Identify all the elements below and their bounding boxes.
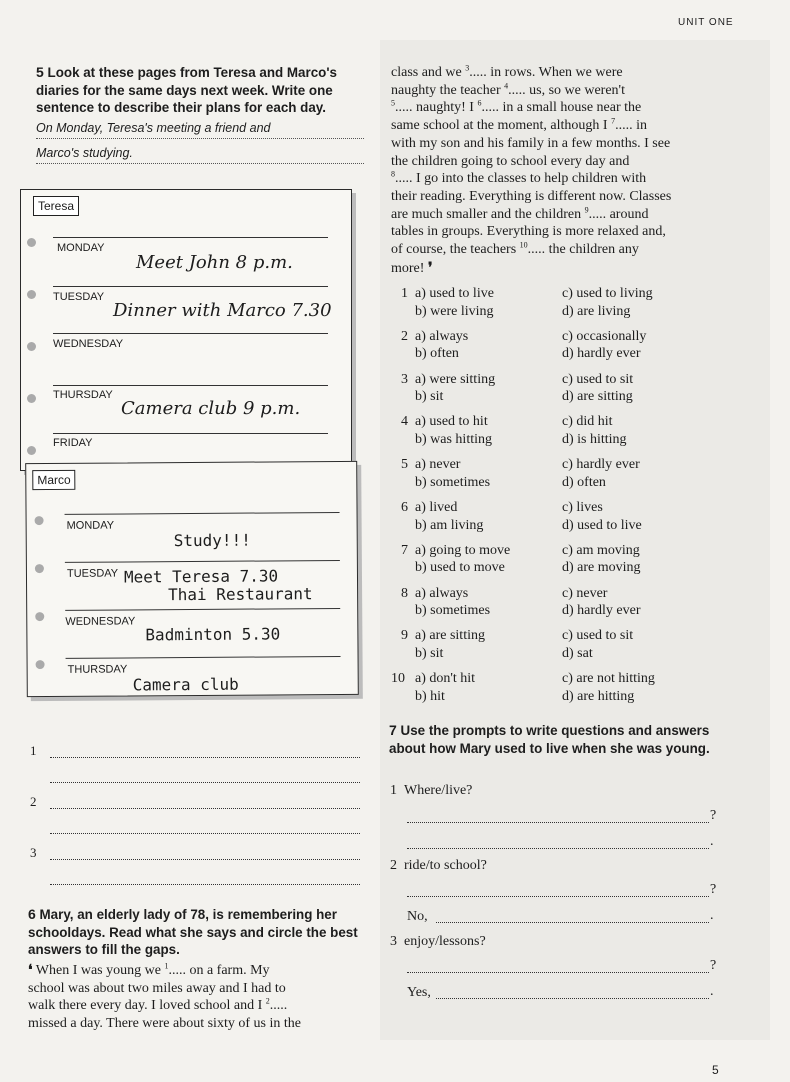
question-number: 3 — [401, 371, 408, 387]
exercise-7-instructions: Use the prompts to write questions and answers about how Mary used to live when she was young. — [389, 723, 710, 756]
teresa-thursday-entry: Camera club 9 p.m. — [121, 398, 301, 419]
binder-ring — [27, 394, 36, 403]
option-d[interactable]: d) are living — [562, 303, 631, 319]
binder-ring — [35, 516, 44, 525]
ex7-qmark: ? — [710, 958, 717, 973]
ex7-answer-line[interactable] — [407, 848, 709, 849]
ex7-period: . — [710, 908, 714, 923]
mary-text-left — [28, 961, 373, 1033]
diary-rule — [53, 237, 328, 238]
question-number: 8 — [401, 585, 408, 601]
diary-rule — [66, 656, 341, 659]
question-number: 1 — [401, 286, 408, 301]
option-d[interactable]: d) used to live — [562, 517, 642, 533]
unit-header: UNIT ONE — [678, 17, 734, 28]
option-a[interactable]: a) don't hit — [415, 671, 476, 687]
ex7-answer-start-3: Yes, — [407, 985, 431, 1000]
teresa-day-tuesday: TUESDAY — [53, 291, 105, 303]
option-a[interactable]: a) never — [415, 457, 461, 473]
option-c[interactable]: c) am moving — [562, 542, 640, 558]
diary-rule — [65, 512, 340, 515]
marco-day-wednesday: WEDNESDAY — [65, 615, 136, 628]
option-b[interactable]: b) was hitting — [415, 431, 492, 447]
exercise-5-instructions: Look at these pages from Teresa and Marco's diaries for the same days next week. Write one sentence to describe their plans for each day. — [36, 65, 337, 115]
question-number: 7 — [401, 542, 408, 558]
binder-ring — [27, 342, 36, 351]
mary-text-line: school was about two miles away and I had to — [28, 980, 286, 996]
option-a[interactable]: a) are sitting — [415, 628, 485, 644]
option-a[interactable]: a) always — [415, 585, 469, 601]
teresa-tuesday-entry: Dinner with Marco 7.30 — [113, 300, 332, 321]
exercise-6-number: 6 — [28, 906, 36, 922]
ex5-answer-line[interactable] — [50, 808, 360, 809]
ex7-answer-start-2: No, — [407, 909, 428, 924]
ex5-answer-line[interactable] — [50, 757, 360, 758]
option-c[interactable]: c) used to sit — [562, 371, 634, 387]
teresa-day-friday: FRIDAY — [53, 437, 93, 449]
ex5-answer-line[interactable] — [50, 833, 360, 834]
option-d[interactable]: d) are moving — [562, 560, 641, 576]
option-c[interactable]: c) used to sit — [562, 628, 634, 644]
option-b[interactable]: b) sit — [415, 645, 444, 661]
mary-text-line: with my son and his family in a few months. I see — [391, 135, 671, 151]
option-d[interactable]: d) often — [562, 474, 606, 490]
mary-text-line: same school at the moment, although I $^7$..... in — [391, 116, 647, 134]
option-a[interactable]: a) used to live — [415, 286, 494, 301]
option-c[interactable]: c) lives — [562, 500, 603, 515]
page-number: 5 — [712, 1063, 719, 1077]
mary-text-line: $^5$..... naughty! I $^6$..... in a small house near the — [391, 98, 642, 116]
quote-open-icon: ❛ — [28, 961, 33, 977]
option-c[interactable]: c) did hit — [562, 414, 613, 430]
marco-day-monday: MONDAY — [66, 519, 115, 532]
option-c[interactable]: c) are not hitting — [562, 671, 655, 687]
exercise-7-title — [389, 722, 719, 757]
mary-text-line: missed a day. There were about sixty of us in the — [28, 1016, 301, 1032]
example-line-1: On Monday, Teresa's meeting a friend and — [36, 118, 364, 139]
binder-ring — [35, 612, 44, 621]
option-b[interactable]: b) sometimes — [415, 603, 491, 619]
option-a[interactable]: a) going to move — [415, 542, 511, 558]
diary-rule — [53, 385, 328, 386]
diary-rule — [53, 286, 328, 287]
question-number: 5 — [401, 457, 408, 473]
binder-ring — [27, 290, 36, 299]
ex7-answer-line[interactable] — [436, 922, 709, 923]
ex7-answer-line[interactable] — [407, 822, 709, 823]
teresa-monday-entry: Meet John 8 p.m. — [136, 252, 293, 273]
teresa-day-monday: MONDAY — [57, 242, 105, 254]
option-d[interactable]: d) hardly ever — [562, 346, 641, 362]
diary-rule — [65, 560, 340, 563]
mary-text-line: more! ❜ — [391, 258, 433, 276]
ex7-prompt-3: 3 enjoy/lessons? — [390, 934, 486, 949]
marco-thursday-entry: Camera club — [132, 674, 239, 695]
question-number: 10 — [391, 671, 405, 687]
exercise-6-instructions: Mary, an elderly lady of 78, is remembering her schooldays. Read what she says and circle the best answers to fill the gaps. — [28, 907, 358, 957]
question-number: 6 — [401, 500, 408, 515]
mary-text-line: class and we $^3$..... in rows. When we were — [391, 63, 623, 80]
marco-tuesday-entry-1: Meet Teresa 7.30 — [123, 566, 279, 587]
option-b[interactable]: b) were living — [415, 303, 494, 319]
option-b[interactable]: b) am living — [415, 517, 484, 533]
binder-ring — [27, 446, 36, 455]
option-c[interactable]: c) used to living — [562, 286, 653, 301]
exercise-5-title — [36, 64, 361, 117]
ex7-prompt-2: 2 ride/to school? — [390, 858, 487, 873]
option-d[interactable]: d) is hitting — [562, 431, 627, 447]
mary-text-line: naughty the teacher $^4$..... us, so we weren't — [391, 81, 625, 98]
marco-monday-entry: Study!!! — [173, 530, 251, 551]
ex5-answer-number-3: 3 — [30, 845, 37, 860]
mary-text-line: tables in groups. Everything is more relaxed and, — [391, 224, 666, 240]
option-c[interactable]: c) occasionally — [562, 328, 647, 344]
mary-text-line: ❛ When I was young we $^1$..... on a farm. My — [28, 961, 270, 978]
option-b[interactable]: b) hit — [415, 688, 445, 704]
teresa-day-wednesday: WEDNESDAY — [53, 338, 124, 350]
ex7-answer-line[interactable] — [407, 896, 709, 897]
mary-text-line: $^8$..... I go into the classes to help children with — [391, 169, 647, 187]
option-d[interactable]: d) are hitting — [562, 688, 635, 704]
option-c[interactable]: c) never — [562, 585, 608, 601]
exercise-6-title — [28, 906, 368, 959]
teresa-diary-label: Teresa — [33, 196, 79, 216]
diary-rule — [53, 433, 328, 434]
question-number: 2 — [401, 328, 408, 344]
marco-diary-label: Marco — [32, 470, 75, 490]
option-a[interactable]: a) were sitting — [415, 371, 496, 387]
diary-rule — [65, 608, 340, 611]
mary-text-line: are much smaller and the children $^9$..... around — [391, 204, 649, 222]
mary-text-right — [391, 64, 716, 277]
option-b[interactable]: b) sometimes — [415, 474, 491, 490]
binder-ring — [27, 238, 36, 247]
option-b[interactable]: b) used to move — [415, 560, 505, 576]
option-b[interactable]: b) often — [415, 346, 459, 362]
marco-tuesday-entry-2: Thai Restaurant — [168, 584, 313, 605]
ex7-answer-line[interactable] — [436, 998, 709, 999]
option-d[interactable]: d) are sitting — [562, 389, 633, 405]
marco-day-thursday: THURSDAY — [67, 663, 128, 676]
ex5-answer-line[interactable] — [50, 859, 360, 860]
ex5-answer-number-1: 1 — [30, 743, 37, 758]
diary-rule — [53, 333, 328, 334]
binder-ring — [35, 564, 44, 573]
question-number: 9 — [401, 628, 408, 644]
option-a[interactable]: a) used to hit — [415, 414, 488, 430]
marco-day-tuesday: TUESDAY — [66, 567, 119, 580]
marco-wednesday-entry: Badminton 5.30 — [145, 624, 281, 645]
mary-text-line: walk there every day. I loved school and I $^2$..... — [28, 996, 288, 1014]
mary-text-line: of course, the teachers $^{10}$..... the children any — [391, 240, 639, 258]
teresa-diary — [20, 189, 352, 471]
ex5-answer-number-2: 2 — [30, 794, 37, 809]
ex5-answer-line[interactable] — [50, 782, 360, 783]
ex5-answer-line[interactable] — [50, 884, 360, 885]
mary-text-line: the children going to school every day and — [391, 153, 630, 169]
ex7-qmark: ? — [710, 882, 717, 897]
option-a[interactable]: a) lived — [415, 500, 458, 515]
ex7-prompt-1: 1 Where/live? — [390, 783, 473, 798]
exercise-7-number: 7 — [389, 722, 397, 738]
teresa-day-thursday: THURSDAY — [53, 389, 113, 401]
option-d[interactable]: d) sat — [562, 645, 593, 661]
marco-diary — [25, 461, 359, 697]
binder-ring — [36, 660, 45, 669]
ex7-qmark: ? — [710, 808, 717, 823]
option-d[interactable]: d) hardly ever — [562, 603, 641, 619]
ex7-period: . — [710, 984, 714, 999]
exercise-5-number: 5 — [36, 64, 44, 80]
quote-close-icon: ❜ — [427, 258, 433, 275]
question-number: 4 — [401, 414, 408, 430]
option-b[interactable]: b) sit — [415, 389, 444, 405]
ex7-period: . — [710, 834, 714, 849]
option-c[interactable]: c) hardly ever — [562, 457, 640, 473]
ex7-answer-line[interactable] — [407, 972, 709, 973]
example-line-2: Marco's studying. — [36, 143, 364, 164]
mary-text-line: their reading. Everything is different now. Classes — [391, 188, 672, 204]
option-a[interactable]: a) always — [415, 328, 469, 344]
